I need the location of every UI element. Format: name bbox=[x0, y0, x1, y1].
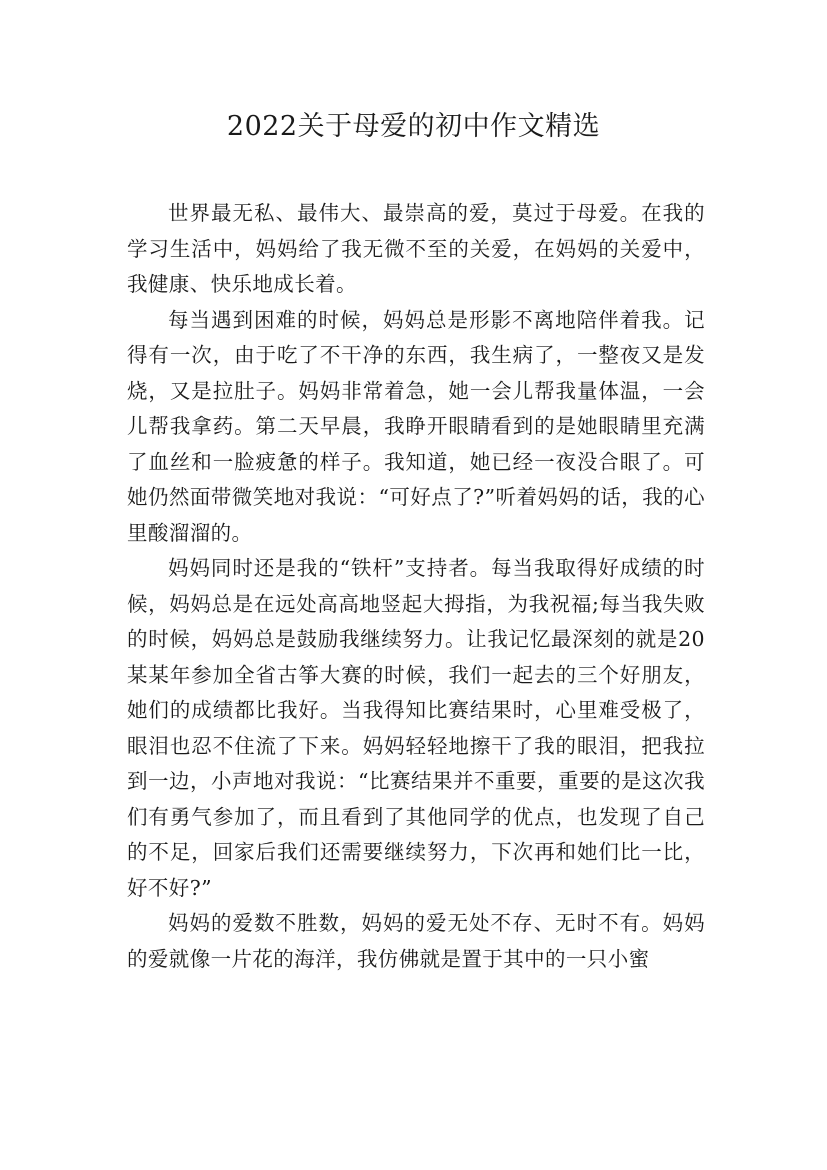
document-body bbox=[127, 196, 705, 977]
paragraph: 世界最无私、最伟大、最崇高的爱，莫过于母爱。在我的学习生活中，妈妈给了我无微不至的关爱，在妈妈的关爱中，我健康、快乐地成长着。 bbox=[127, 201, 705, 296]
paragraph: 妈妈同时还是我的“铁杆”支持者。每当我取得好成绩的时候，妈妈总是在远处高高地竖起大拇指，为我祝福;每当我失败的时候，妈妈总是鼓励我继续努力。让我记忆最深刻的就是20某某年参加全省古筝大赛的时候，我们一起去的三个好朋友，她们的成绩都比我好。当我得知比赛结果时，心里难受极了，眼泪也忍不住流了下来。妈妈轻轻地擦干了我的眼泪，把我拉到一边，小声地对我说：“比赛结果并不重要，重要的是这次我们有勇气参加了，而且看到了其他同学的优点，也发现了自己的不足，回家后我们还需要继续努力，下次再和她们比一比，好不好?” bbox=[127, 556, 705, 900]
document-title: 2022关于母爱的初中作文精选 bbox=[226, 111, 601, 142]
paragraph: 每当遇到困难的时候，妈妈总是形影不离地陪伴着我。记得有一次，由于吃了不干净的东西，我生病了，一整夜又是发烧，又是拉肚子。妈妈非常着急，她一会儿帮我量体温，一会儿帮我拿药。第二天早晨，我睁开眼睛看到的是她眼睛里充满了血丝和一脸疲惫的样子。我知道，她已经一夜没合眼了。可她仍然面带微笑地对我说：“可好点了?”听着妈妈的话，我的心里酸溜溜的。 bbox=[127, 307, 705, 545]
paragraph: 妈妈的爱数不胜数，妈妈的爱无处不存、无时不有。妈妈的爱就像一片花的海洋，我仿佛就是置于其中的一只小蜜 bbox=[127, 911, 705, 971]
